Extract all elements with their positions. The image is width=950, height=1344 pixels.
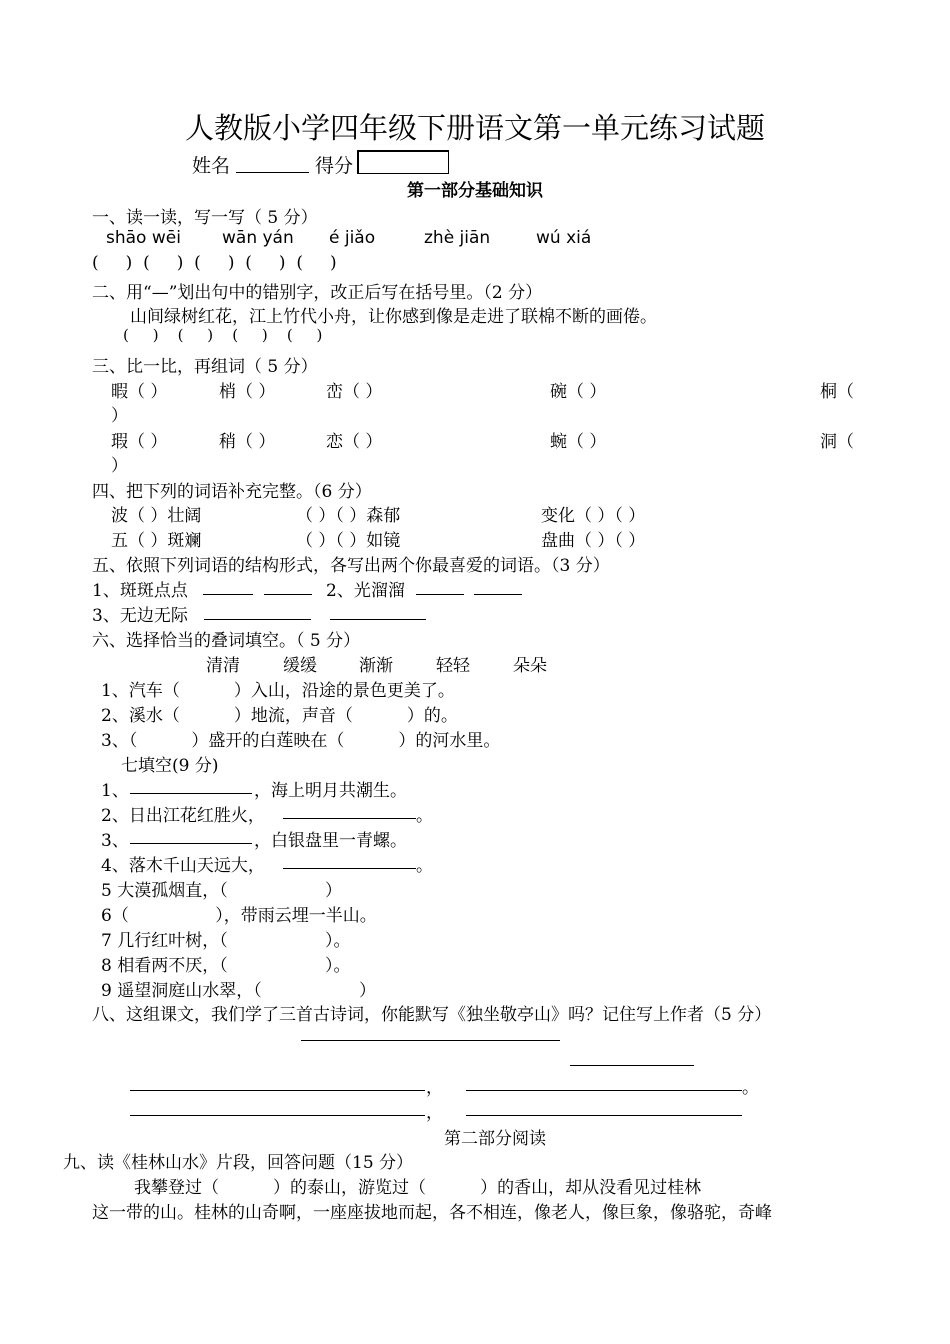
- q7-heading: 七填空(9 分): [121, 756, 219, 776]
- q4-r2-c1: 五（ ）斑斓: [111, 531, 202, 551]
- q8-comma-2: ，: [426, 1103, 443, 1123]
- q9-paragraph-line-2: 这一带的山。桂林的山奇啊，一座座拔地而起，各不相连，像老人，像巨象，像骆驼，奇峰: [92, 1203, 772, 1223]
- name-label: 姓名: [192, 155, 231, 177]
- q8-line-2a[interactable]: [130, 1115, 425, 1116]
- q4-r1-c3: 变化（ ）（ ）: [541, 506, 646, 526]
- q7-l4-post: 。: [416, 856, 433, 876]
- q5-item1: 1、斑斑点点: [92, 581, 188, 601]
- q7-l2-pre: 2、日出江花红胜火，: [101, 806, 265, 826]
- q5-blank-3a[interactable]: [204, 619, 311, 620]
- q8-heading: 八、这组课文，我们学了三首古诗词，你能默写《独坐敬亭山》吗？记住写上作者（5 分）: [92, 1005, 772, 1025]
- q7-blank-3[interactable]: [130, 843, 252, 844]
- q3-r1-c5: 桐（: [820, 382, 854, 402]
- q8-period: 。: [742, 1078, 759, 1098]
- q5-blank-1a[interactable]: [203, 594, 253, 595]
- q7-line-8: 8 相看两不厌，（ ）。: [101, 956, 351, 976]
- q7-blank-2[interactable]: [283, 818, 416, 819]
- q8-line-1b[interactable]: [466, 1090, 742, 1091]
- q3-r2-c2: 稍（ ）: [219, 432, 276, 452]
- q7-l2-post: 。: [416, 806, 433, 826]
- q7-line-5: 5 大漠孤烟直，（ ）: [101, 881, 342, 901]
- q6-sentence-3: 3、（ ）盛开的白莲映在（ ）的河水里。: [101, 731, 501, 751]
- q6-sentence-1: 1、汽车（ ）入山，沿途的景色更美了。: [101, 681, 455, 701]
- q3-r2-c4: 蜿（ ）: [550, 432, 607, 452]
- q6-heading: 六、选择恰当的叠词填空。（ 5 分）: [92, 631, 361, 651]
- q8-title-line[interactable]: [301, 1040, 560, 1041]
- q3-r2-c5: 洞（: [820, 432, 854, 452]
- q3-r2-c3: 恋（ ）: [326, 432, 383, 452]
- q2-blanks[interactable]: ( ) ( ) ( ) ( ): [123, 326, 323, 344]
- q8-line-1a[interactable]: [130, 1090, 425, 1091]
- q9-paragraph-line-1: 我攀登过（ ）的泰山，游览过（ ）的香山，却从没看见过桂林: [134, 1178, 702, 1198]
- q4-r2-c3: 盘曲（ ）（ ）: [541, 531, 646, 551]
- score-box[interactable]: [357, 150, 449, 174]
- q3-r1-c4: 碗（ ）: [550, 382, 607, 402]
- pinyin-1: shāo wēi: [106, 228, 181, 248]
- q6-word-3: 渐渐: [359, 656, 393, 676]
- q7-blank-4[interactable]: [283, 868, 416, 869]
- q7-l4-pre: 4、落木千山天远大，: [101, 856, 265, 876]
- q7-l1-post: ，海上明月共潮生。: [254, 781, 407, 801]
- q4-heading: 四、把下列的词语补充完整。（6 分）: [92, 482, 372, 502]
- q5-blank-1b[interactable]: [264, 594, 312, 595]
- q5-heading: 五、依照下列词语的结构形式，各写出两个你最喜爱的词语。（3 分）: [92, 556, 610, 576]
- q9-heading: 九、读《桂林山水》片段，回答问题（15 分）: [63, 1153, 414, 1173]
- q6-word-4: 轻轻: [436, 656, 470, 676]
- q3-r1-end: ）: [111, 406, 128, 426]
- pinyin-2: wān yán: [222, 228, 294, 248]
- part1-heading: 第一部分基础知识: [407, 181, 543, 201]
- q4-r2-c2: （ ）（ ）如镜: [296, 531, 401, 551]
- q3-r1-c3: 峦（ ）: [326, 382, 383, 402]
- score-label: 得分: [315, 155, 354, 177]
- q5-blank-3b[interactable]: [330, 619, 426, 620]
- q6-word-1: 清清: [206, 656, 240, 676]
- page-title: 人教版小学四年级下册语文第一单元练习试题: [184, 111, 765, 145]
- q7-l1-pre: 1、: [101, 781, 129, 801]
- q1-blanks[interactable]: ( ) ( ) ( ) ( ) ( ): [92, 253, 337, 273]
- name-field[interactable]: [236, 172, 309, 173]
- pinyin-4: zhè jiān: [424, 228, 491, 248]
- q5-blank-2b[interactable]: [474, 594, 522, 595]
- q7-line-9: 9 遥望洞庭山水翠，（ ）: [101, 981, 376, 1001]
- q7-l3-pre: 3、: [101, 831, 129, 851]
- q4-r1-c2: （ ）（ ）森郁: [296, 506, 401, 526]
- q8-line-2b[interactable]: [466, 1115, 742, 1116]
- q6-word-2: 缓缓: [283, 656, 317, 676]
- q3-r2-end: ）: [111, 456, 128, 476]
- q3-r1-c2: 梢（ ）: [219, 382, 276, 402]
- pinyin-3: é jiǎo: [329, 228, 376, 248]
- q3-r1-c1: 暇（ ）: [111, 382, 168, 402]
- pinyin-5: wú xiá: [536, 228, 592, 248]
- q5-item2: 2、光溜溜: [326, 581, 405, 601]
- q6-sentence-2: 2、溪水（ ）地流，声音（ ）的。: [101, 706, 458, 726]
- part2-heading: 第二部分阅读: [444, 1129, 546, 1149]
- q7-l3-post: ，白银盘里一青螺。: [254, 831, 407, 851]
- q3-r2-c1: 瑕（ ）: [111, 432, 168, 452]
- q1-heading: 一、读一读，写一写（ 5 分）: [92, 208, 318, 228]
- q2-sentence: 山间绿树红花，江上竹代小舟，让你感到像是走进了联棉不断的画倦。: [130, 307, 657, 327]
- q8-author-line[interactable]: [570, 1065, 694, 1066]
- q5-item3: 3、无边无际: [92, 606, 188, 626]
- q7-line-6: 6（ ），带雨云埋一半山。: [101, 906, 377, 926]
- q4-r1-c1: 波（ ）壮阔: [111, 506, 202, 526]
- q6-word-5: 朵朵: [513, 656, 547, 676]
- q3-heading: 三、比一比，再组词（ 5 分）: [92, 357, 318, 377]
- q5-blank-2a[interactable]: [416, 594, 464, 595]
- q7-line-7: 7 几行红叶树，（ ）。: [101, 931, 351, 951]
- q7-blank-1[interactable]: [130, 793, 252, 794]
- q2-heading: 二、用“—”划出句中的错别字，改正后写在括号里。（2 分）: [92, 283, 543, 303]
- q8-comma-1: ，: [426, 1078, 443, 1098]
